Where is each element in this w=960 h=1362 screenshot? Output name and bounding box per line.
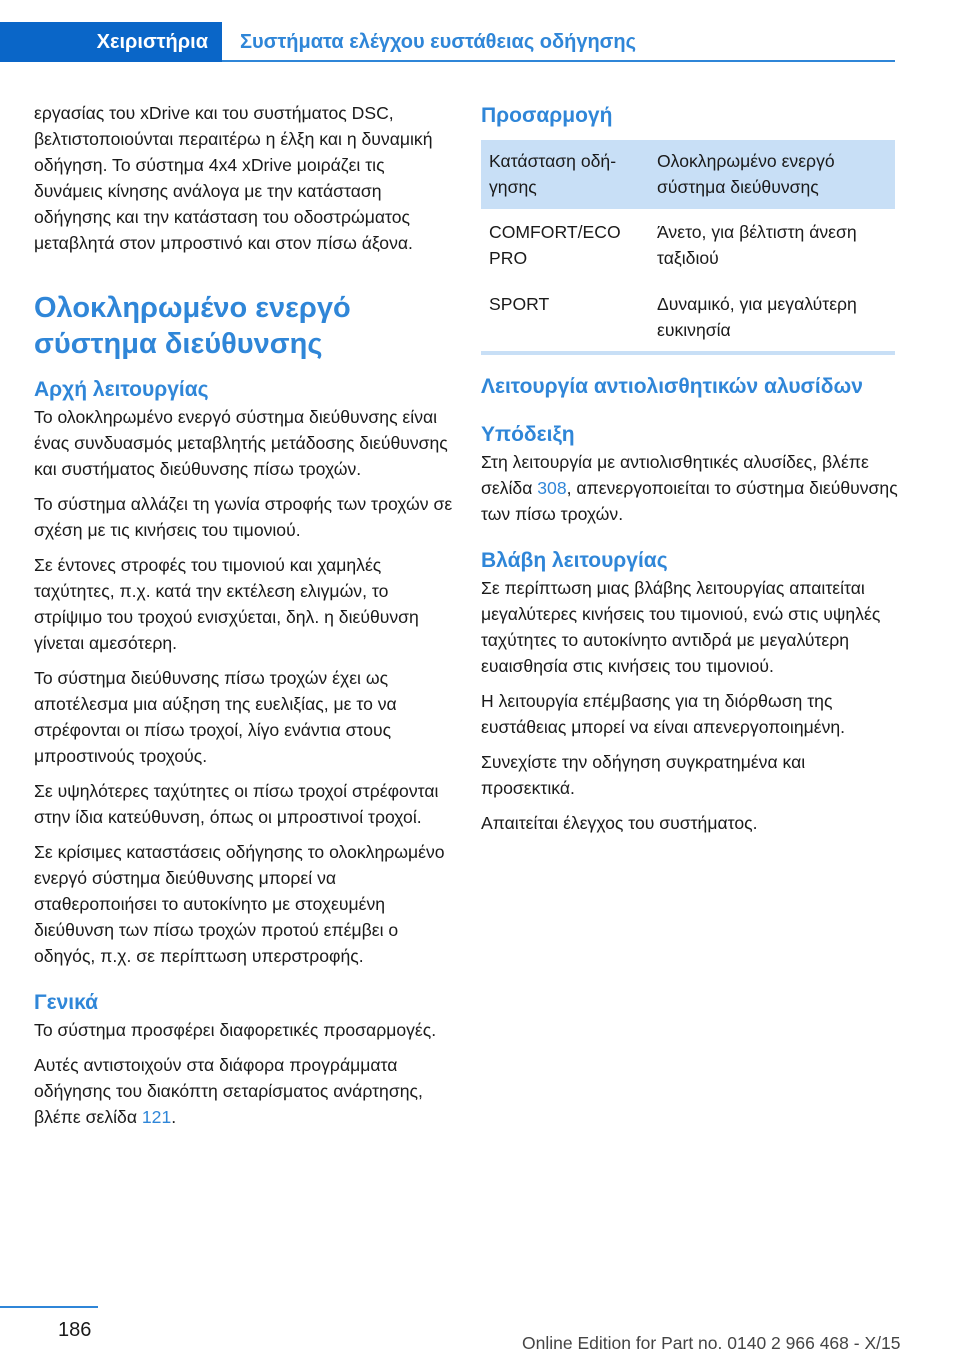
table-header-cell: Κατάσταση οδήγησης — [481, 140, 649, 209]
principle-paragraph-3: Σε έντονες στροφές του τιμονιού και χαμηλές ταχύτητες, π.χ. κατά την εκτέλεση ελιγμών, το στρίψιμο του τροχού ενισχύεται, δηλ. η διεύθυνση γίνεται αμεσότερη. — [34, 555, 419, 653]
table-bottom-rule — [481, 351, 895, 355]
left-column — [34, 100, 454, 1139]
intro-paragraph: εργασίας του xDrive και του συστήματος DSC, βελτιστοποιούνται περαιτέρω η έλξη και η δυναμική οδήγηση. Το σύστημα 4x4 xDrive μοιράζει τις δυνάμεις κίνησης ανάλογα με την κατάσταση οδήγησης και την κατάσταση του οδοστρώματος μεταβλητά στον μπροστινό και στον πίσω άξονα. — [34, 103, 433, 253]
adaptation-heading: Προσαρμογή — [481, 104, 613, 127]
table-cell: Δυναμικό, για μεγαλύτερη ευκινησία — [657, 294, 857, 340]
general-paragraph-1: Το σύστημα προσφέρει διαφορετικές προσαρμογές. — [34, 1020, 437, 1040]
fault-paragraph-4: Απαιτείται έλεγχος του συστήματος. — [481, 813, 758, 833]
principle-paragraph-1: Το ολοκληρωμένο ενεργό σύστημα διεύθυνσης είναι ένας συνδυασμός μεταβλητής μετάδοσης διεύθυνσης και συστήματος διεύθυνσης πίσω τροχών. — [34, 407, 448, 479]
table-header-cell: Ολοκληρωμένο ενεργό σύστημα διεύθυνσης — [649, 140, 895, 209]
fault-paragraph-3: Συνεχίστε την οδήγηση συγκρατημένα και προσεκτικά. — [481, 752, 806, 798]
table-cell: SPORT — [489, 294, 550, 314]
tab-stability-systems[interactable]: Συστήματα ελέγχου ευστάθειας οδήγησης — [240, 31, 636, 53]
page-number: 186 — [58, 1319, 92, 1341]
principle-paragraph-2: Το σύστημα αλλάζει τη γωνία στροφής των τροχών σε σχέση με τις κινήσεις του τιμονιού. — [34, 494, 453, 540]
fault-paragraph-1: Σε περίπτωση μιας βλάβης λειτουργίας απαιτείται μεγαλύτερες κινήσεις του τιμονιού, ενώ στις υψηλές ταχύτητες το αυτοκίνητο αντιδρά με μεγαλύτερη ευαισθησία στις κινήσεις του τιμονιού. — [481, 578, 881, 676]
principle-paragraph-4: Το σύστημα διεύθυνσης πίσω τροχών έχει ως αποτέλεσμα μια αύξηση της ευελιξίας, με το να στρέφονται οι πίσω τροχοί, λίγο ενάντια στους μπροστινούς τροχούς. — [34, 668, 397, 766]
tab-controls[interactable]: Χειριστήρια — [0, 22, 222, 62]
snow-chains-heading: Λειτουργία αντιολισθητικών αλυσίδων — [481, 375, 863, 398]
fault-paragraph-2: Η λειτουργία επέμβασης για τη διόρθωση της ευστάθειας μπορεί να είναι απενεργοποιημένη. — [481, 691, 846, 737]
header-divider — [222, 60, 895, 62]
table-row — [481, 281, 895, 353]
adaptation-table — [481, 140, 895, 353]
edition-footer: Online Edition for Part no. 0140 2 966 468 - X/15 — [522, 1333, 901, 1353]
page-link-121[interactable]: 121 — [141, 1107, 172, 1127]
table-row — [481, 209, 895, 281]
page-number-rule — [0, 1306, 98, 1308]
fault-heading: Βλάβη λειτουργίας — [481, 549, 668, 572]
note-paragraph: Στη λειτουργία με αντιολισθητικές αλυσίδες, βλέπε σελίδα 308, απενεργοποιείται το σύστημα διεύθυνσης των πίσω τροχών. — [481, 452, 898, 524]
principle-paragraph-5: Σε υψηλότερες ταχύτητες οι πίσω τροχοί στρέφονται στην ίδια κατεύθυνση, όπως οι μπροστινοί τροχοί. — [34, 781, 439, 827]
note-heading: Υπόδειξη — [481, 423, 575, 446]
principle-heading: Αρχή λειτουργίας — [34, 378, 209, 401]
table-header-row — [481, 140, 895, 209]
table-cell: Άνετο, για βέλτιστη άνεση ταξιδιού — [657, 222, 857, 268]
header-tabbar — [0, 22, 895, 62]
right-column — [481, 100, 901, 845]
section-title: Ολοκληρωμένο ενεργό σύστημα διεύθυνσης — [34, 292, 351, 360]
general-heading: Γενικά — [34, 991, 99, 1014]
principle-paragraph-6: Σε κρίσιμες καταστάσεις οδήγησης το ολοκληρωμένο ενεργό σύστημα διεύθυνσης μπορεί να σταθεροποιήσει το αυτοκίνητο με στοχευμένη διεύθυνση των πίσω τροχών προτού επέμβει ο οδηγός, π.χ. σε περίπτωση υπερστροφής. — [34, 842, 445, 966]
page-link-308[interactable]: 308 — [537, 478, 567, 498]
table-cell: COMFORT/ECO PRO — [489, 222, 621, 268]
general-paragraph-2: Αυτές αντιστοιχούν στα διάφορα προγράμματα οδήγησης του διακόπτη σεταρίσματος ανάρτησης, βλέπε σελίδα 121. — [34, 1055, 423, 1127]
